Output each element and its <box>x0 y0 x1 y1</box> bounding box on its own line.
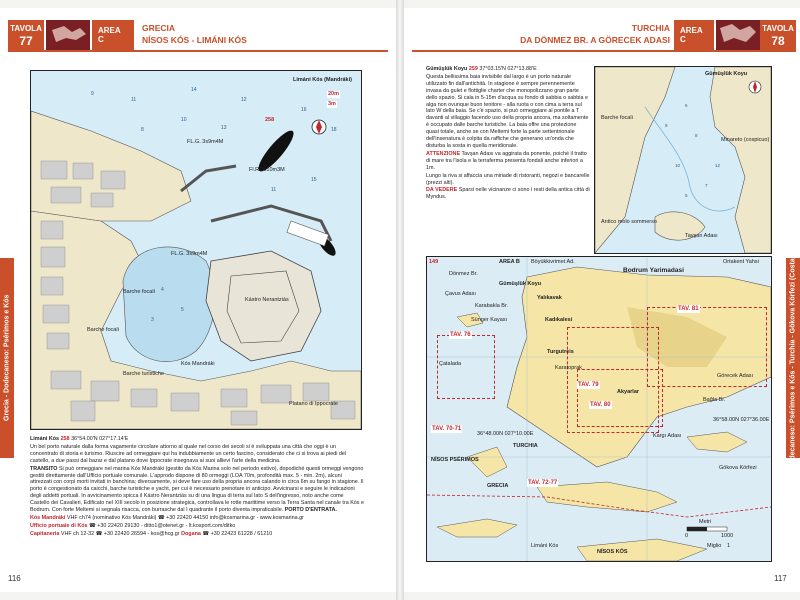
label-barche-focali-2: Barche focali <box>87 327 119 333</box>
svg-text:12: 12 <box>715 163 721 168</box>
page-number-left: 116 <box>8 574 21 583</box>
scale-miglio: Miglio <box>707 543 722 549</box>
heading-number: 258 <box>60 436 70 442</box>
inset-map <box>594 66 772 254</box>
label-grecia: GRECIA <box>487 483 509 489</box>
svg-text:6: 6 <box>685 103 688 108</box>
heading-coord: 36°54.00'N 027°17.14'E <box>71 436 129 442</box>
page-title-right <box>520 22 670 46</box>
dogana-label: Dogana <box>181 530 201 537</box>
label-gumusluk: Gümüşlük Koyu <box>499 281 542 287</box>
label-area-b: AREA B <box>499 259 520 265</box>
svg-text:15: 15 <box>311 177 317 183</box>
area-thumbnail-map-right <box>716 20 760 50</box>
label-coord-f: 36°48.00N 027°10.00E <box>477 431 534 437</box>
section-heading: Limáni Kós <box>30 436 60 442</box>
tav-label-79: TAV. 79 <box>578 382 599 388</box>
svg-text:8: 8 <box>695 133 698 138</box>
transito-label: TRANSITO <box>30 465 58 472</box>
bay-body-2: Lungo la riva si affaccia una miriade di ristoranti, negozi e bancarelle (prezzi alti). <box>426 172 590 186</box>
overview-chart <box>426 256 772 562</box>
svg-text:10: 10 <box>675 163 681 168</box>
tavola-number-right: 78 <box>771 34 785 48</box>
label-donmez: Dönmez Br. <box>449 271 478 277</box>
bay-description <box>426 66 590 202</box>
label-kastro: Kástro Nerantziás <box>245 297 289 303</box>
bay-heading-coord: 37°03.15'N 027°13.88'E <box>479 66 537 72</box>
label-akyarlar: Akyarlar <box>617 389 640 395</box>
tavola-tab <box>8 20 44 50</box>
label-coord-e: 36°58.00N 027°36.00E <box>713 417 770 423</box>
scale-1: 1 <box>727 543 731 549</box>
davedere-text: Sparsi nelle vicinanze ci sono i resti della antica città di Myndus. <box>426 187 590 201</box>
inset-title: Gümüşlük Koyu <box>705 71 748 77</box>
page-right <box>404 8 800 592</box>
label-gokova: Gökova Körfezi <box>719 465 757 471</box>
tav-label-80: TAV. 80 <box>590 402 611 408</box>
header-rule <box>8 50 388 52</box>
tavola-word: TAVOLA <box>10 24 42 33</box>
svg-text:11: 11 <box>271 187 277 193</box>
attenzione-text: Tavşan Adası va aggirata da ponente, poiché il tratto di mare tra l'isola e la terraferma presenta fondali anche inferiori a 1m. <box>426 150 587 171</box>
svg-text:14: 14 <box>191 87 197 93</box>
label-catalada: Çatalada <box>439 361 462 367</box>
svg-text:13: 13 <box>221 125 227 131</box>
label-karabakla: Karabakla Br. <box>475 303 509 309</box>
tav-label-76: TAV. 76 <box>450 332 471 338</box>
contact1-text: VHF ch74 (nominativo Kós Mandráki) ☎ +30 22420 44150 info@kosmarina.gr - www.kosmarina.gr <box>66 514 304 521</box>
inset-label-minareto: Minareto (cospicuo) <box>721 137 770 143</box>
body-paragraph-1: Un bel porto naturale dalla forma vagamente circolare attorno al quale nel corso dei secoli si è sviluppata una città che oggi è un concentrato di storia e turismo. Riuscire ad ormeggiare qui ha indubbiamente un certo fascino, considerato che ci si trova ai piedi del castello, a due passi dal bazar e dal platano dove Ippocrate insegnava ai suoi allievi l'arte della medicina. <box>30 443 347 464</box>
porto-label: PORTO D'ENTRATA. <box>284 507 337 514</box>
waypoint-258: 258 <box>265 117 275 123</box>
scale-metri: Metri <box>699 519 712 525</box>
svg-text:7: 7 <box>705 183 708 188</box>
area-label-right: AREA C <box>674 20 714 50</box>
map-title: Limáni Kós (Mandráki) <box>293 77 352 83</box>
label-kos-mandraki: Kós Mandráki <box>181 361 215 367</box>
side-band-label: Grecia - Dodecaneso: Psérimos e Kós <box>0 258 14 458</box>
label-149: 149 <box>429 259 439 265</box>
svg-text:11: 11 <box>131 97 137 103</box>
label-ortakent: Ortakent Yahsi <box>723 259 759 265</box>
label-gorecek: Görecek Adası <box>717 373 754 379</box>
side-band-label-right: Grecia - Dodecaneso: Psérimos e Kós - Turchia - Gökova Körfezi (Costa della Caria) <box>786 258 800 458</box>
book-gutter <box>396 0 404 600</box>
inset-label-tavsan: Tavşan Adası <box>685 233 718 239</box>
title-line2-right: DA DÖNMEZ BR. A GÖRECEK ADASI <box>520 35 670 45</box>
area-thumbnail-map <box>46 20 90 50</box>
bay-heading-number: 259 <box>468 66 478 72</box>
dogana-text: ☎ +30 22423 61228 / 61210 <box>202 530 273 537</box>
label-nisos-kos: NÍSOS KÓS <box>597 549 628 555</box>
contact3-label: Capitaneria <box>30 530 60 537</box>
area-label: AREA C <box>92 20 134 50</box>
label-barche-focali-1: Barche focali <box>123 289 155 295</box>
label-sunger: Sünger Kayası <box>471 317 508 323</box>
harbour-chart <box>30 70 362 430</box>
svg-text:9: 9 <box>91 91 94 97</box>
label-bagla: Bağla Br. <box>703 397 726 403</box>
label-turchia: TURCHIA <box>513 443 538 449</box>
label-turgutreis: Turgutreis <box>547 349 574 355</box>
thumbnail-map-graphic-right <box>716 20 760 50</box>
svg-text:3: 3 <box>151 317 154 323</box>
light-label-2: Fl.R.3s10m3M <box>249 167 285 173</box>
label-cavus: Çavus Adası <box>445 291 476 297</box>
label-bodrum: Bodrum Yarimadasi <box>623 267 684 274</box>
label-karatoprak: Karatoprak <box>555 365 582 371</box>
svg-text:16: 16 <box>301 107 307 113</box>
depth-3-legend: 3m <box>328 101 336 107</box>
tavola-number: 77 <box>19 34 33 48</box>
svg-text:9: 9 <box>665 123 668 128</box>
contact3-text: VHF ch 12-32 ☎ +30 22420 26594 - kos@hcg.gr <box>60 530 180 537</box>
depth-20-legend: 20m <box>328 91 340 97</box>
harbour-chart-graphic <box>31 71 361 429</box>
bay-body-1: Questa bellissima baia invisibile dal largo è un porto naturale utilizzato fin dall'antichità. In stagione è sempre perennemente invasa da gulet e flottiglie charter che monopolizzano gran parte dello spazio. Si cala in 5-15m d'acqua su fondo di sabbia o sabbia e alga non ovunque buon tenitore - alla ruota o con cima a terra sul lato W della baia. Se c'è spazio, si può ormeggiare al pontile a T davanti al villaggio facendo uso della propria ancora, ma soltamente è occupato dalle barche turistiche. La baia offre una protezione quasi totale, anche se con Meltemi forte la parte settentrionale dell'insenatura è colpita da raffiche che generano un'onda che disturba la sosta in quella meridionale. <box>426 73 589 149</box>
thumbnail-map-graphic <box>46 20 90 50</box>
label-boyuk: Böyükkivrimet Ad. <box>531 259 575 265</box>
svg-text:4: 4 <box>161 287 164 293</box>
scale-1000: 1000 <box>721 533 734 539</box>
contact2-text: ☎ +30 22420 29130 - ditto1@otenet.gr - lt.kosport.com/ditko <box>89 522 236 529</box>
title-line1: GRECIA <box>142 23 176 33</box>
tav-label-72-77: TAV. 72-77 <box>528 480 558 486</box>
contact1-label: Kós Mandráki <box>30 514 66 521</box>
scale-0: 0 <box>685 533 689 539</box>
inset-label-barche: Barche focali <box>601 115 633 121</box>
tavola-word-right: TAVOLA <box>762 24 794 33</box>
svg-text:8: 8 <box>141 127 144 133</box>
page-number-right: 117 <box>774 574 787 583</box>
svg-text:5: 5 <box>685 193 688 198</box>
inset-label-antico-molo: Antico molo sommerso <box>601 219 657 225</box>
label-nisos-pserimos: NÍSOS PSÉRIMOS <box>431 457 479 463</box>
header-rule-right <box>412 50 796 52</box>
title-line1-right: TURCHIA <box>631 23 670 33</box>
label-platano: Platano di Ippocrate <box>289 401 338 407</box>
tav-box-80 <box>577 369 663 427</box>
transito-text: Si può ormeggiare nel marina Kós Mandráki (gestito da Kós Marina solo nel periodo estivo), dopodiché questi ormeggi vengono gestiti direttamente dall'Ufficio portuale comunale. L'approdo dispone di 80 ormeggi (LOA 70m, profondità max. 5 - min. 2m), alcuni attrezzati con corpi morti invitati in banchina; diversamente, si deve fare uso della propria ancora calando in circa 6m su fango in stagione. Il porto è congestionato da caicchi, barche turistiche e yacht, per cui è necessario prenotare in anticipo. Avvicinarsi e seguire le indicazioni degli addetti portuali. In avvicinamento spicca il Kástro Nerantziás su di una lingua di terra sul lato S dell'ingresso, noto anche come Castello dei Cavalieri, Edificato nel XIII secolo in posizione strategica, controllava le rotte marittime verso la Terra Santa nel canale tra Kós e Bodrum. Con forte Meltemi si segnala risacca, con burrasche dal I quadrante il porto diventa impraticabile. <box>30 465 364 514</box>
page-title <box>142 22 247 46</box>
tav-label-70-71: TAV. 70-71 <box>432 426 462 432</box>
light-label-1: FL.G. 3s9m4M <box>187 139 224 145</box>
label-barche-turistiche: Barche turistiche <box>123 371 164 377</box>
page-left <box>0 8 396 592</box>
svg-text:12: 12 <box>241 97 247 103</box>
light-label-3: FL.G. 3s9m4M <box>171 251 208 257</box>
label-kadikalesi: Kadıkalesi <box>545 317 573 323</box>
svg-text:18: 18 <box>331 127 337 133</box>
svg-text:10: 10 <box>181 117 187 123</box>
tavola-tab-right <box>760 20 796 50</box>
attenzione-label: ATTENZIONE <box>426 150 461 157</box>
davedere-label: DA VEDERE <box>426 187 458 194</box>
svg-text:5: 5 <box>181 307 184 313</box>
title-line2: NÍSOS KÓS - LIMÁNI KÓS <box>142 35 247 45</box>
label-yalikavak: Yalıkavak <box>537 295 562 301</box>
harbour-description <box>30 436 364 539</box>
label-limani-kos: Limáni Kós <box>531 543 559 549</box>
tav-label-81: TAV. 81 <box>678 306 699 312</box>
contact2-label: Ufficio portuale di Kós <box>30 522 88 529</box>
label-kargi: Kargı Adası <box>653 433 682 439</box>
bay-heading: Gümüşlük Koyu <box>426 66 468 72</box>
